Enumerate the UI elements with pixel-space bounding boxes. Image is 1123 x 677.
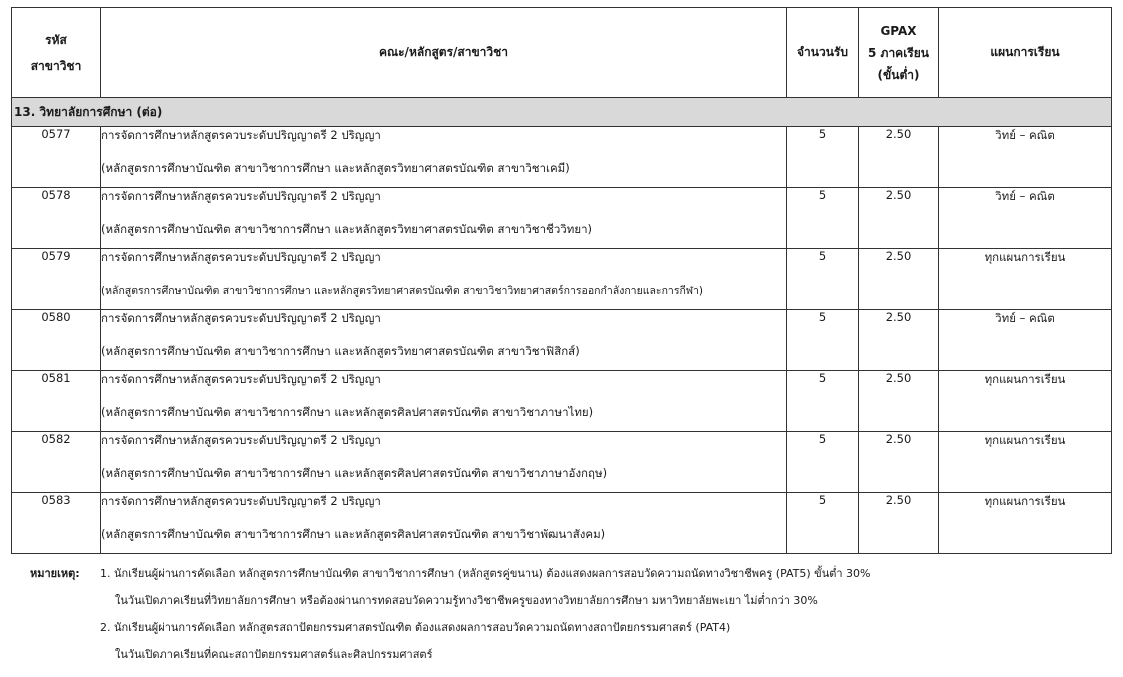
program-gpax: 2.50 xyxy=(859,249,939,310)
header-gpax xyxy=(859,8,939,98)
table-row xyxy=(12,249,1112,310)
program-plan: วิทย์ – คณิต xyxy=(939,188,1112,249)
note-1-line-1: 1. นักเรียนผู้ผ่านการคัดเลือก หลักสูตรการศึกษาบัณฑิต สาขาวิชาการศึกษา (หลักสูตรคู่ขนาน) ต้องแสดงผลการสอบวัดความถนัดทางวิชาชีพครู (PAT5) ขั้นต่ำ 30% xyxy=(100,567,871,580)
program-gpax: 2.50 xyxy=(859,493,939,554)
program-gpax: 2.50 xyxy=(859,310,939,371)
table-row xyxy=(12,188,1112,249)
program-code: 0581 xyxy=(12,371,101,432)
table-header-row xyxy=(12,8,1112,98)
header-gpax-line1: GPAX xyxy=(880,23,917,38)
program-code: 0582 xyxy=(12,432,101,493)
program-cell xyxy=(101,249,787,310)
note-2-line-1: 2. นักเรียนผู้ผ่านการคัดเลือก หลักสูตรสถาปัตยกรรมศาสตรบัณฑิต ต้องแสดงผลการสอบวัดความถนัดทางสถาปัตยกรรมศาสตร์ (PAT4) xyxy=(100,621,731,634)
program-cell xyxy=(101,493,787,554)
program-seats: 5 xyxy=(787,310,859,371)
program-cell xyxy=(101,371,787,432)
program-detail: (หลักสูตรการศึกษาบัณฑิต สาขาวิชาการศึกษา และหลักสูตรศิลปศาสตรบัณฑิต สาขาวิชาภาษาไทย) xyxy=(101,405,594,419)
program-gpax: 2.50 xyxy=(859,371,939,432)
program-seats: 5 xyxy=(787,127,859,188)
program-title: การจัดการศึกษาหลักสูตรควบระดับปริญญาตรี 2 ปริญญา xyxy=(101,372,381,386)
note-1-line-2: ในวันเปิดภาคเรียนที่วิทยาลัยการศึกษา หรือต้องผ่านการทดสอบวัดความรู้ทางวิชาชีพครูของทางวิทยาลัยการศึกษา มหาวิทยาลัยพะเยา ไม่ต่ำกว่า 30% xyxy=(115,594,818,607)
notes-label: หมายเหตุ: xyxy=(30,567,80,580)
header-gpax-line2: 5 ภาคเรียน xyxy=(868,45,929,60)
program-seats: 5 xyxy=(787,371,859,432)
program-code: 0577 xyxy=(12,127,101,188)
header-plan: แผนการเรียน xyxy=(939,8,1112,98)
admission-table xyxy=(11,7,1112,554)
table-row xyxy=(12,432,1112,493)
note-2-line-2: ในวันเปิดภาคเรียนที่คณะสถาปัตยกรรมศาสตร์และศิลปกรรมศาสตร์ xyxy=(115,648,433,661)
program-detail: (หลักสูตรการศึกษาบัณฑิต สาขาวิชาการศึกษา และหลักสูตรวิทยาศาสตรบัณฑิต สาขาวิชาฟิสิกส์) xyxy=(101,344,580,358)
program-cell xyxy=(101,188,787,249)
program-seats: 5 xyxy=(787,249,859,310)
program-plan: วิทย์ – คณิต xyxy=(939,127,1112,188)
section-title: 13. วิทยาลัยการศึกษา (ต่อ) xyxy=(12,98,1112,127)
header-seats: จำนวนรับ xyxy=(787,8,859,98)
header-code-line1: รหัส xyxy=(45,32,67,47)
program-title: การจัดการศึกษาหลักสูตรควบระดับปริญญาตรี 2 ปริญญา xyxy=(101,311,381,325)
program-detail: (หลักสูตรการศึกษาบัณฑิต สาขาวิชาการศึกษา และหลักสูตรวิทยาศาสตรบัณฑิต สาขาวิชาเคมี) xyxy=(101,161,570,175)
header-gpax-line3: (ขั้นต่ำ) xyxy=(877,67,920,82)
program-title: การจัดการศึกษาหลักสูตรควบระดับปริญญาตรี 2 ปริญญา xyxy=(101,250,381,264)
program-cell xyxy=(101,127,787,188)
program-plan: ทุกแผนการเรียน xyxy=(939,371,1112,432)
program-detail: (หลักสูตรการศึกษาบัณฑิต สาขาวิชาการศึกษา และหลักสูตรศิลปศาสตรบัณฑิต สาขาวิชาพัฒนาสังคม) xyxy=(101,527,606,541)
header-code xyxy=(12,8,101,98)
program-detail: (หลักสูตรการศึกษาบัณฑิต สาขาวิชาการศึกษา และหลักสูตรวิทยาศาสตรบัณฑิต สาขาวิชาวิทยาศาสตร์การออกกำลังกายและการกีฬา) xyxy=(101,285,703,297)
program-gpax: 2.50 xyxy=(859,127,939,188)
program-plan: ทุกแผนการเรียน xyxy=(939,493,1112,554)
program-cell xyxy=(101,432,787,493)
program-title: การจัดการศึกษาหลักสูตรควบระดับปริญญาตรี 2 ปริญญา xyxy=(101,189,381,203)
table-row xyxy=(12,493,1112,554)
section-row xyxy=(12,98,1112,127)
program-plan: ทุกแผนการเรียน xyxy=(939,432,1112,493)
table-row xyxy=(12,371,1112,432)
program-plan: วิทย์ – คณิต xyxy=(939,310,1112,371)
program-code: 0580 xyxy=(12,310,101,371)
program-gpax: 2.50 xyxy=(859,432,939,493)
program-detail: (หลักสูตรการศึกษาบัณฑิต สาขาวิชาการศึกษา และหลักสูตรศิลปศาสตรบัณฑิต สาขาวิชาภาษาอังกฤษ) xyxy=(101,466,608,480)
header-code-line2: สาขาวิชา xyxy=(30,58,82,73)
program-seats: 5 xyxy=(787,432,859,493)
program-seats: 5 xyxy=(787,493,859,554)
program-code: 0579 xyxy=(12,249,101,310)
program-code: 0578 xyxy=(12,188,101,249)
program-title: การจัดการศึกษาหลักสูตรควบระดับปริญญาตรี 2 ปริญญา xyxy=(101,433,381,447)
table-row xyxy=(12,310,1112,371)
program-plan: ทุกแผนการเรียน xyxy=(939,249,1112,310)
program-title: การจัดการศึกษาหลักสูตรควบระดับปริญญาตรี 2 ปริญญา xyxy=(101,494,381,508)
program-code: 0583 xyxy=(12,493,101,554)
program-gpax: 2.50 xyxy=(859,188,939,249)
program-seats: 5 xyxy=(787,188,859,249)
table-row xyxy=(12,127,1112,188)
program-title: การจัดการศึกษาหลักสูตรควบระดับปริญญาตรี 2 ปริญญา xyxy=(101,128,381,142)
program-detail: (หลักสูตรการศึกษาบัณฑิต สาขาวิชาการศึกษา และหลักสูตรวิทยาศาสตรบัณฑิต สาขาวิชาชีววิทยา) xyxy=(101,222,593,236)
program-cell xyxy=(101,310,787,371)
header-program: คณะ/หลักสูตร/สาขาวิชา xyxy=(101,8,787,98)
